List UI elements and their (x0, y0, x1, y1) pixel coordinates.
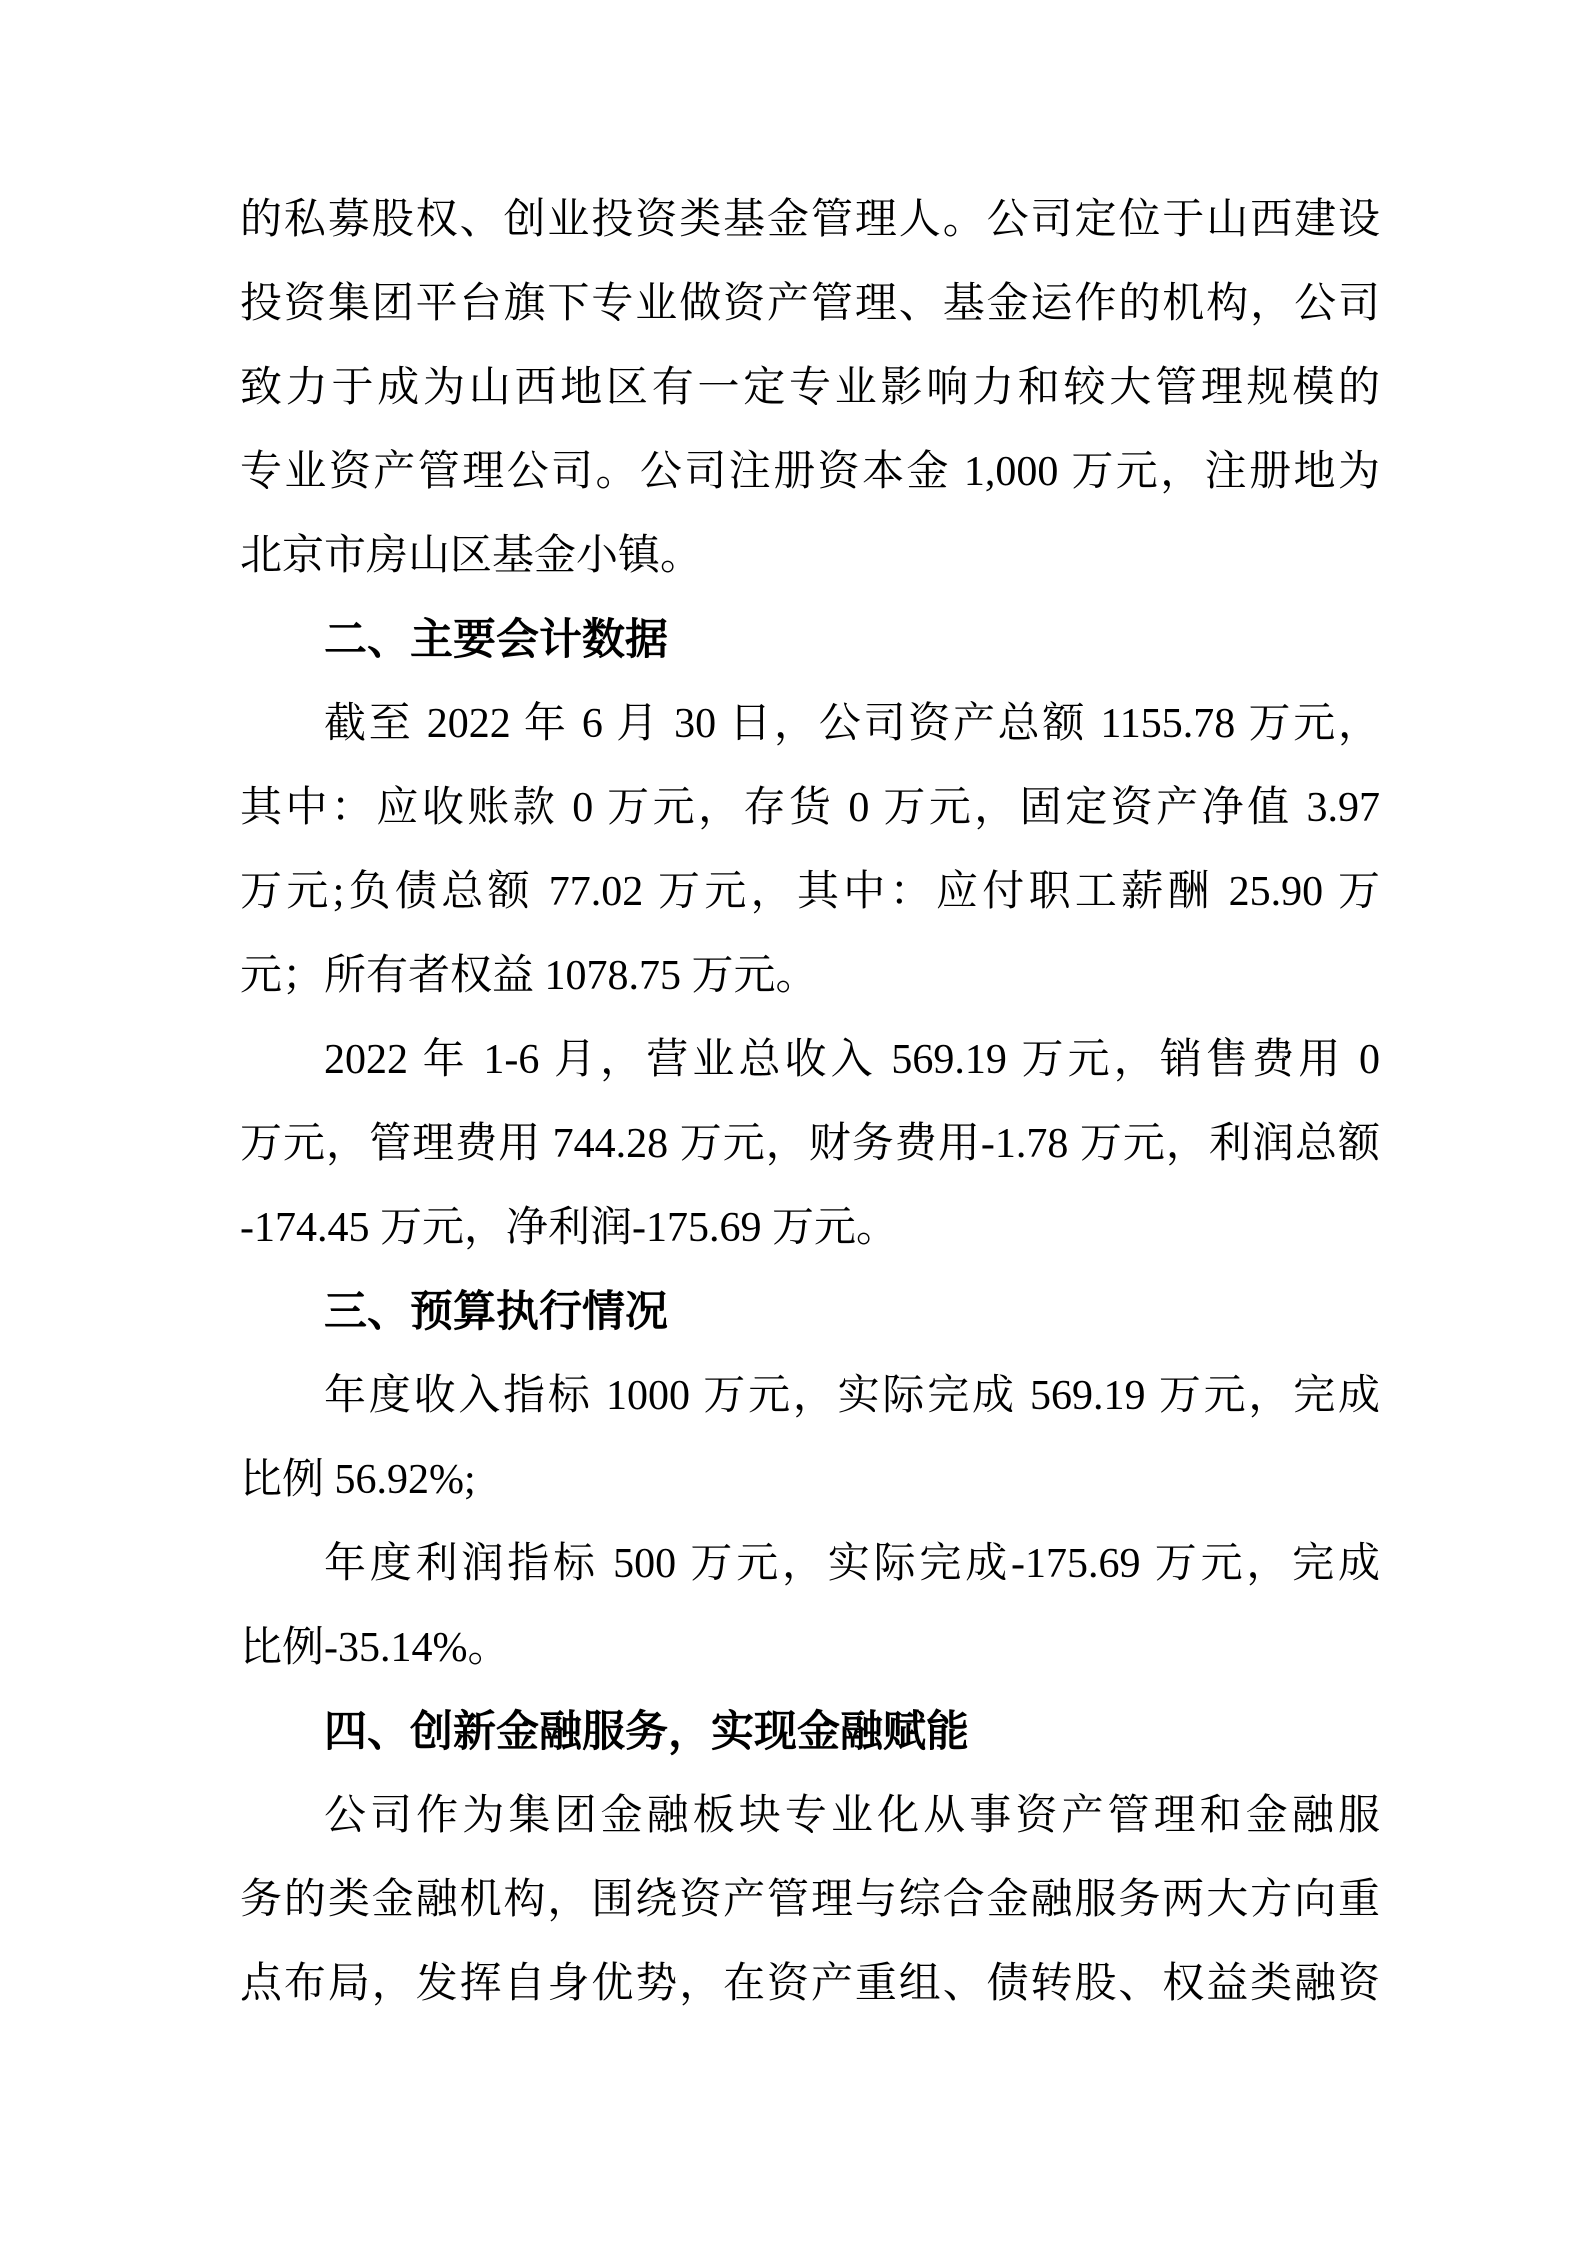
text-line: 万元;负债总额 77.02 万元，其中：应付职工薪酬 25.90 万 (240, 869, 1380, 915)
text-line: 年度收入指标 1000 万元，实际完成 569.19 万元，完成 (324, 1373, 1380, 1419)
document-text-block (240, 178, 1380, 2026)
text-line: 公司作为集团金融板块专业化从事资产管理和金融服 (324, 1793, 1380, 1839)
text-line: 投资集团平台旗下专业做资产管理、基金运作的机构，公司 (240, 281, 1380, 327)
text-line: 2022 年 1-6 月，营业总收入 569.19 万元，销售费用 0 (324, 1037, 1380, 1083)
text-line: 比例-35.14%。 (240, 1625, 510, 1671)
text-line: 务的类金融机构，围绕资产管理与综合金融服务两大方向重 (240, 1877, 1380, 1923)
text-line: 其中：应收账款 0 万元，存货 0 万元，固定资产净值 3.97 (240, 785, 1380, 831)
text-line: 万元，管理费用 744.28 万元，财务费用-1.78 万元，利润总额 (240, 1121, 1380, 1167)
text-line: 的私募股权、创业投资类基金管理人。公司定位于山西建设 (240, 197, 1380, 243)
text-line: 专业资产管理公司。公司注册资本金 1,000 万元，注册地为 (240, 449, 1380, 495)
text-line: 截至 2022 年 6 月 30 日，公司资产总额 1155.78 万元， (324, 701, 1380, 747)
text-line: 元；所有者权益 1078.75 万元。 (240, 953, 818, 999)
text-line: 北京市房山区基金小镇。 (240, 533, 703, 579)
text-line: -174.45 万元，净利润-175.69 万元。 (240, 1205, 898, 1251)
section-heading: 四、创新金融服务，实现金融赋能 (324, 1708, 969, 1756)
text-line: 年度利润指标 500 万元，实际完成-175.69 万元，完成 (324, 1541, 1380, 1587)
text-line: 比例 56.92%; (240, 1457, 476, 1503)
section-heading: 二、主要会计数据 (324, 616, 668, 664)
section-heading: 三、预算执行情况 (324, 1288, 668, 1336)
text-line: 点布局，发挥自身优势，在资产重组、债转股、权益类融资 (240, 1961, 1380, 2007)
text-line: 致力于成为山西地区有一定专业影响力和较大管理规模的 (240, 365, 1380, 411)
